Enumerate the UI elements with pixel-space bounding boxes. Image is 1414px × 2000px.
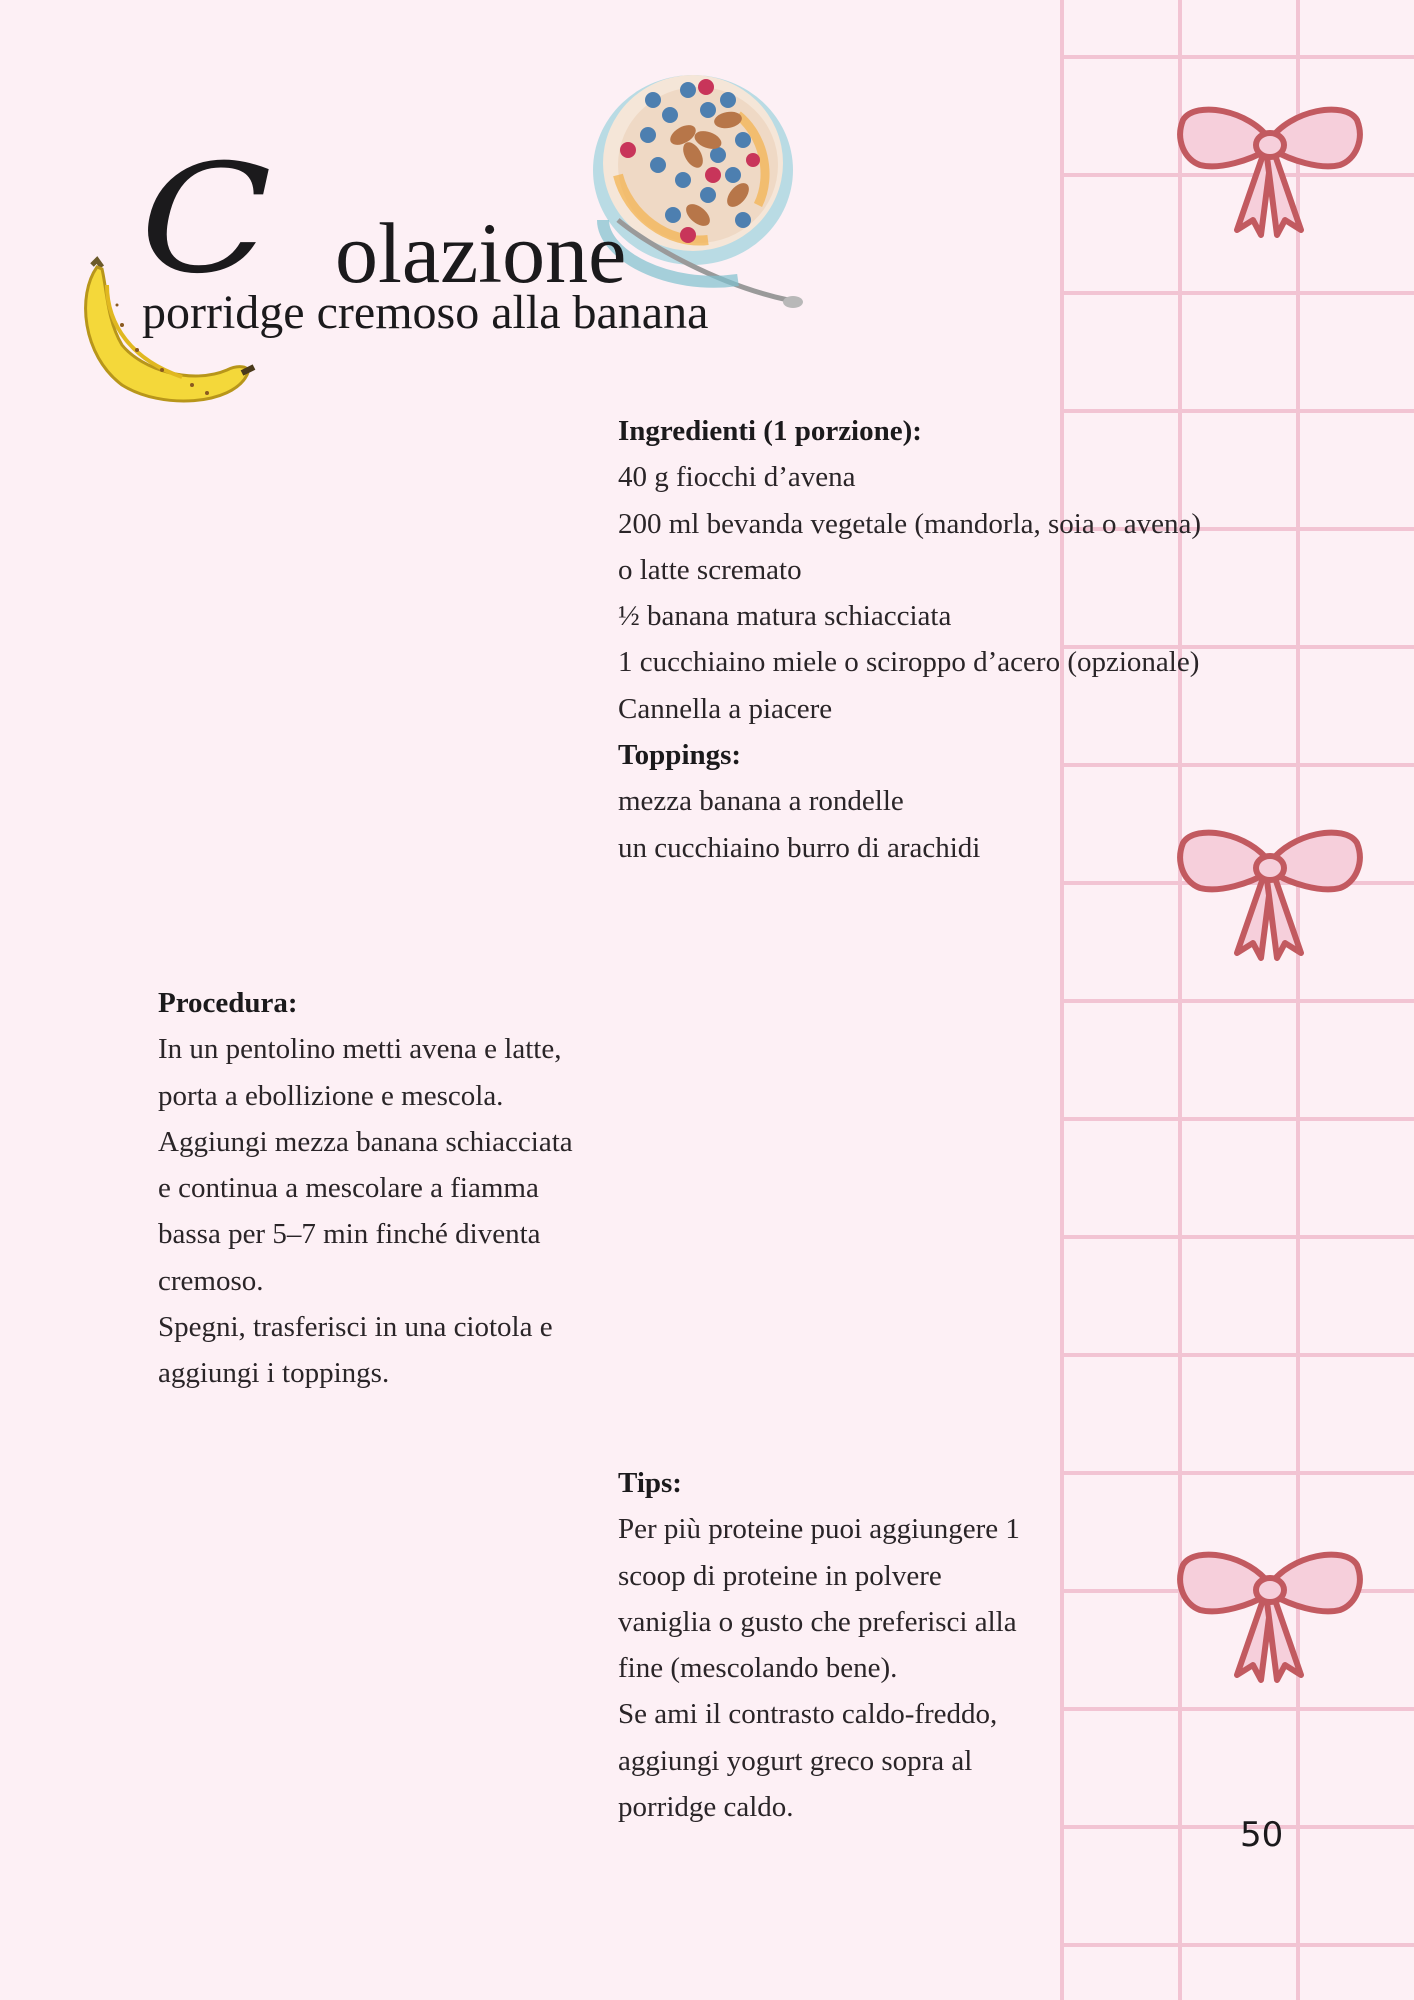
title-initial: C	[140, 133, 272, 307]
topping-item: un cucchiaino burro di arachidi	[618, 831, 981, 864]
procedure-line: cremoso.	[158, 1264, 264, 1297]
tips-heading: Tips:	[618, 1467, 682, 1499]
ingredient-item: Cannella a piacere	[618, 692, 833, 725]
procedure-heading: Procedura:	[158, 987, 298, 1019]
tips-line: vaniglia o gusto che preferisci alla	[618, 1605, 1017, 1638]
tips-line: porridge caldo.	[618, 1791, 794, 1824]
procedure-line: Aggiungi mezza banana schiacciata	[158, 1125, 573, 1158]
tips-line: fine (mescolando bene).	[618, 1652, 898, 1685]
topping-item: mezza banana a rondelle	[618, 785, 904, 818]
procedure-line: bassa per 5–7 min finché diventa	[158, 1218, 541, 1251]
ingredient-item: 1 cucchiaino miele o sciroppo d’acero (opzionale)	[618, 646, 1200, 679]
ingredient-item: o latte scremato	[618, 553, 802, 586]
tips-line: scoop di proteine in polvere	[618, 1559, 942, 1592]
bow-icon	[1175, 95, 1365, 245]
toppings-heading: Toppings:	[618, 739, 742, 772]
recipe-subtitle: porridge cremoso alla banana	[142, 286, 709, 339]
procedure-line: porta a ebollizione e mescola.	[158, 1079, 504, 1112]
ingredients-section	[618, 408, 1201, 871]
tips-section	[618, 1460, 1020, 1830]
title-text: olazione	[335, 205, 627, 301]
ingredient-item: 40 g fiocchi d’avena	[618, 461, 856, 494]
procedure-section	[158, 980, 573, 1397]
ingredient-item: ½ banana matura schiacciata	[618, 600, 952, 633]
page-number: 50	[1240, 1815, 1284, 1855]
tips-line: Per più proteine puoi aggiungere 1	[618, 1513, 1020, 1546]
bow-icon	[1175, 818, 1365, 968]
procedure-line: Spegni, trasferisci in una ciotola e	[158, 1311, 553, 1344]
tips-line: Se ami il contrasto caldo-freddo,	[618, 1698, 998, 1731]
procedure-line: In un pentolino metti avena e latte,	[158, 1033, 562, 1066]
ingredients-heading: Ingredienti (1 porzione):	[618, 415, 922, 447]
tips-line: aggiungi yogurt greco sopra al	[618, 1744, 973, 1777]
bow-icon	[1175, 1540, 1365, 1690]
ingredient-item: 200 ml bevanda vegetale (mandorla, soia o avena)	[618, 507, 1201, 540]
grid-background	[1060, 0, 1414, 2000]
procedure-line: e continua a mescolare a fiamma	[158, 1172, 539, 1205]
procedure-line: aggiungi i toppings.	[158, 1357, 390, 1390]
